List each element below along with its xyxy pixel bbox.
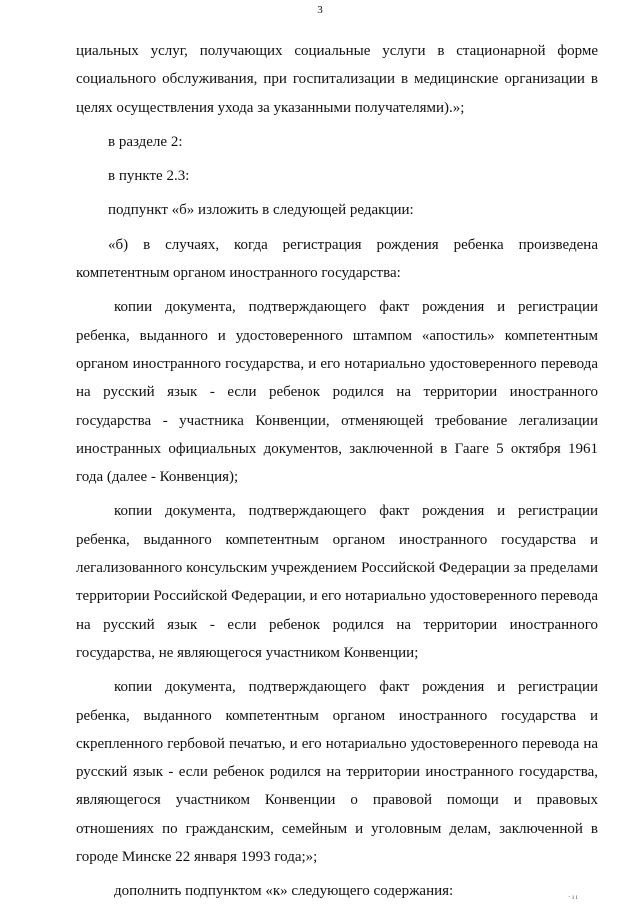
paragraph-item-2-3: в пункте 2.3: xyxy=(108,168,190,185)
paragraph-subitem-b-intro: подпункт «б» изложить в следующей редакции: xyxy=(108,202,414,219)
paragraph-apostille-copies: копии документа, подтверждающего факт рождения и регистрации ребенка, выданного и удостоверенного штампом «апостиль» компетентным органом иностранного государства, и его нотариально удостоверенного перевода на русский язык - если ребенок родился на территории иностранного государства - участника Конвенции, отменяющей требование легализации иностранных официальных документов, заключенной в Гааге 5 октября 1961 года (далее - Конвенция); xyxy=(76,299,598,486)
paragraph-minsk-convention-copies: копии документа, подтверждающего факт рождения и регистрации ребенка, выданного компетентным органом иностранного государства и скрепленного гербовой печатью, и его нотариально удостоверенного перевода на русский язык - если ребенок родился на территории иностранного государства, являющегося участником Конвенции о правовой помощи и правовых отношениях по гражданским, семейным и уголовным делам, заключенной в городе Минске 22 января 1993 года;»; xyxy=(76,679,598,866)
paragraph-continuation: циальных услуг, получающих социальные услуги в стационарной форме социального обслуживания, при госпитализации в медицинские организации в целях осуществления ухода за указанными получателями).»; xyxy=(76,43,598,116)
paragraph-legalized-copies: копии документа, подтверждающего факт рождения и регистрации ребенка, выданного компетентным органом иностранного государства и легализованного консульским учреждением Российской Федерации за пределами территории Российской Федерации, и его нотариально удостоверенного перевода на русский язык - если ребенок родился на территории иностранного государства, не являющегося участником Конвенции; xyxy=(76,503,598,661)
paragraph-subitem-k-intro: дополнить подпунктом «к» следующего содержания: xyxy=(114,883,454,900)
document-body xyxy=(76,37,598,906)
paragraph-section-2: в разделе 2: xyxy=(108,133,183,150)
page-number: 3 xyxy=(317,4,323,16)
paragraph-subitem-b: «б) в случаях, когда регистрация рождения ребенка произведена компетентным органом иностранного государства: xyxy=(76,236,598,282)
scan-corner-mark: · ı ı xyxy=(568,893,578,901)
